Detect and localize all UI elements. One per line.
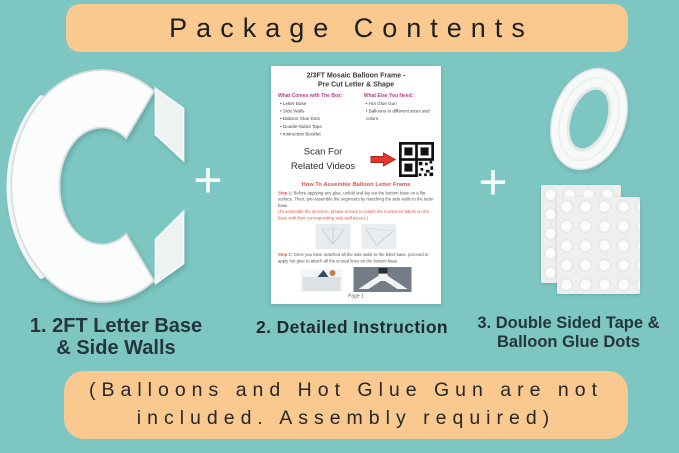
- assembly-photo-2: [362, 224, 397, 249]
- disclaimer-line2: included. Assembly required): [136, 407, 556, 429]
- side-wall-flap-top: [155, 88, 183, 161]
- tape-roll: [546, 62, 632, 176]
- list-item: • Balloon Glue Dots: [280, 115, 359, 123]
- step1-paragraph: [278, 190, 434, 209]
- caption1-line2: & Side Walls: [56, 337, 176, 360]
- step1-text: Before applying any glue, unfold and lay out the bottom base on a flat surface. Then, pre-assemble the segments by matching the side walls to the letter base.: [278, 190, 434, 208]
- step1-images: [278, 224, 434, 249]
- bottom-banner: [64, 371, 628, 439]
- scan-label: [278, 145, 368, 174]
- side-wall-flap-bottom: [155, 211, 183, 284]
- box-contents-column: [278, 93, 359, 138]
- caption-instruction: [242, 317, 462, 338]
- scan-row: [278, 142, 434, 177]
- step2-text: Once you have matched all the side walls to the letter base, proceed to apply hot glue to attach all the scored lines on the bottom base.: [278, 252, 429, 264]
- double-sided-tape-photo: [546, 62, 632, 176]
- need-header: What Else You Need:: [363, 93, 414, 99]
- gluing-photo-1: [301, 269, 343, 292]
- step1-label: Step 1:: [278, 190, 293, 196]
- caption3-line2: Balloon Glue Dots: [496, 332, 640, 351]
- list-item: • Hot Glue Gun: [366, 100, 434, 108]
- letter-base-photo: [6, 60, 208, 312]
- caption-tape-dots: [458, 314, 679, 352]
- need-column: [364, 93, 434, 138]
- letter-c-shape: [6, 60, 208, 312]
- sheet-columns: [278, 93, 434, 138]
- page-title: Package Contents: [169, 12, 534, 43]
- sheet-title-line2: Pre Cut Letter & Shape: [317, 79, 395, 88]
- step1-note: (To assemble the structure, please ensure to match the numbered labels on the base with their corresponding side wall pieces.): [278, 209, 429, 221]
- instruction-sheet-content: [271, 66, 441, 304]
- caption2-line1: 2. Detailed Instruction: [255, 317, 448, 337]
- sheet-title: [278, 71, 434, 89]
- step2-label: Step 2:: [278, 252, 293, 258]
- box-contents-list: [278, 100, 359, 138]
- top-banner: [66, 4, 628, 52]
- scan-label-line2: Related Videos: [290, 160, 356, 172]
- scan-label-line1: Scan For: [303, 146, 343, 158]
- list-item: • Balloons in different sizes and colors: [366, 108, 434, 123]
- step2-images: [278, 267, 434, 292]
- caption1-line1: 1. 2FT Letter Base: [29, 315, 203, 337]
- instruction-sheet: [271, 66, 441, 304]
- plus-sign-2: +: [478, 154, 508, 210]
- step2-paragraph: [278, 252, 434, 264]
- disclaimer-line1: (Balloons and Hot Glue Gun are not: [88, 379, 604, 402]
- page-number: Page 1: [348, 293, 364, 300]
- sheet-title-line1: 2/3FT Mosaic Balloon Frame -: [306, 71, 406, 79]
- plus-sign-1: +: [193, 152, 223, 208]
- list-item: • Double-Sided Tape: [280, 123, 359, 131]
- list-item: • Letter Base: [280, 100, 359, 108]
- glue-dots-sheet-front: [557, 197, 640, 294]
- need-list: [364, 100, 434, 123]
- gluing-photo-2: [354, 267, 412, 292]
- caption3-line1: 3. Double Sided Tape &: [477, 314, 660, 332]
- list-item: • Instruction Booklet: [280, 130, 359, 138]
- caption-letter-base: [0, 315, 232, 360]
- assemble-heading: How To Assemble Balloon Letter Frame: [301, 180, 411, 188]
- red-arrow-icon: [371, 151, 397, 167]
- list-item: • Side Walls: [280, 108, 359, 116]
- qr-code: [399, 142, 434, 177]
- assembly-photo-1: [316, 224, 351, 249]
- box-contents-header: What Comes with The Box:: [278, 93, 343, 99]
